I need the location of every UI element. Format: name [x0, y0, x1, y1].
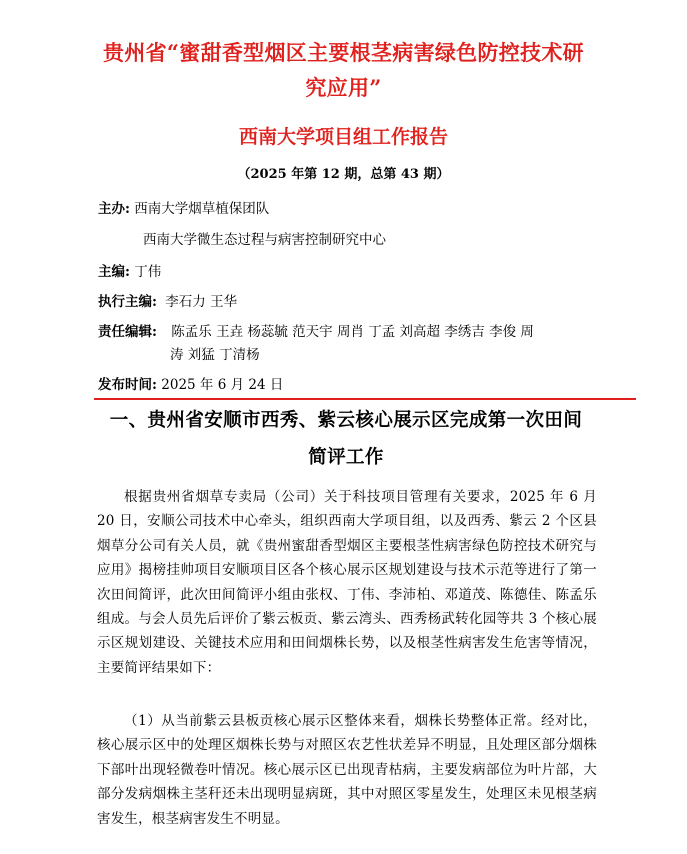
- host-value-1: 西南大学烟草植保团队: [134, 201, 270, 217]
- document-title-line1: 贵州省“蜜甜香型烟区主要根茎病害绿色防控技术研: [103, 40, 584, 65]
- date-value: 2025 年 6 月 24 日: [161, 377, 284, 393]
- host-value-2: 西南大学微生态过程与病害控制研究中心: [143, 232, 386, 248]
- editor-value: 丁伟: [134, 264, 162, 280]
- resp-editor-value-line2: 涛 刘猛 丁清杨: [170, 347, 260, 363]
- editor-row: [98, 262, 161, 282]
- editor-label: 主编:: [98, 264, 130, 280]
- resp-editor-row-2: [170, 345, 260, 365]
- report-subtitle: 西南大学项目组工作报告: [238, 126, 448, 148]
- host-label: 主办:: [98, 201, 130, 217]
- red-divider: [94, 398, 636, 400]
- resp-editor-value-line1: 陈孟乐 王垚 杨蕊毓 范天宇 周肖 丁孟 刘高超 李绣吉 李俊 周: [171, 324, 534, 340]
- date-label: 发布时间:: [98, 377, 157, 393]
- body-paragraph-1: 根据贵州省烟草专卖局（公司）关于科技项目管理有关要求，2025 年 6 月 20 日，安顺公司技术中心牵头，组织西南大学项目组，以及西秀、紫云 2 个区县烟草分公司有关人员，就《贵州蜜甜香型烟区主要根茎性病害绿色防控技术研究与应用》揭榜挂帅项目安顺项目区各个核心展示区规划建设与技术示范等进行了第一次田间简评，此次田间简评小组由张权、丁伟、李沛柏、邓道茂、陈德佳、陈孟乐组成。与会人员先后评价了紫云板贡、紫云湾头、西秀杨武转化园等共 3 个核心展示区规划建设、关键技术应用和田间烟株长势，以及根茎性病害发生危害等情况，主要简评结果如下：: [97, 489, 597, 676]
- host-row: [98, 199, 269, 219]
- date-row: [98, 375, 283, 395]
- host-row-2: [143, 230, 386, 250]
- exec-editor-label: 执行主编:: [98, 294, 157, 310]
- issue-number: （2025 年第 12 期，总第 43 期）: [237, 167, 450, 182]
- exec-editor-value: 李石力 王华: [165, 294, 238, 310]
- exec-editor-row: [98, 292, 237, 312]
- section-title-line2: 简评工作: [308, 447, 384, 468]
- resp-editor-label: 责任编辑:: [98, 324, 157, 340]
- body-paragraph-2: （1）从当前紫云县板贡核心展示区整体来看，烟株长势整体正常。经对比，核心展示区中的处理区烟株长势与对照区农艺性状差异不明显，且处理区部分烟株下部叶出现轻微卷叶情况。核心展示区已出现青枯病，主要发病部位为叶片部，大部分发病烟株主茎秆还未出现明显病斑，其中对照区零星发生，处理区未见根茎病害发生，根茎病害发生不明显。: [97, 713, 597, 827]
- section-title-line1: 一、贵州省安顺市西秀、紫云核心展示区完成第一次田间: [109, 410, 583, 431]
- document-title-line2: 究应用”: [305, 75, 382, 100]
- resp-editor-row: [98, 322, 534, 342]
